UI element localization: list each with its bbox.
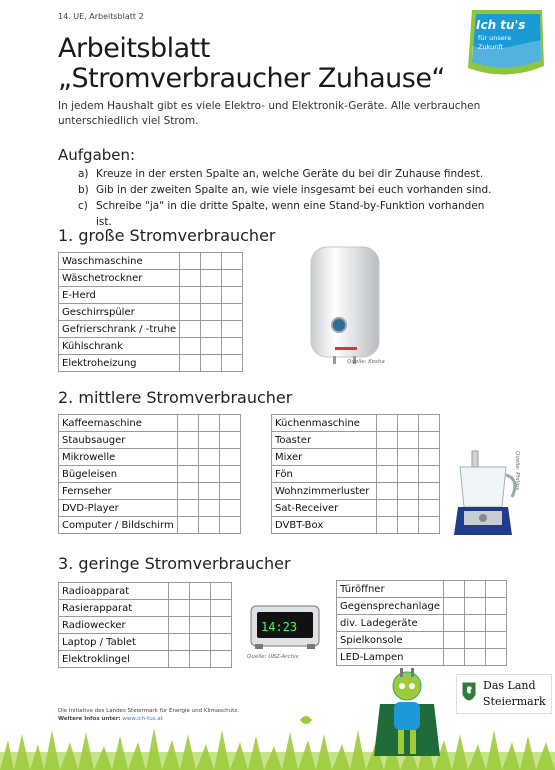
standby-cell[interactable] <box>219 517 240 534</box>
count-cell[interactable] <box>201 270 222 287</box>
task-item <box>78 166 498 182</box>
standby-cell[interactable] <box>486 615 507 632</box>
standby-cell[interactable] <box>419 466 440 483</box>
table-row <box>272 449 440 466</box>
check-cell[interactable] <box>444 649 465 666</box>
count-cell[interactable] <box>198 432 219 449</box>
footer-link[interactable]: www.ich-tus.at <box>122 716 163 722</box>
count-cell[interactable] <box>398 415 419 432</box>
check-cell[interactable] <box>377 500 398 517</box>
table-row <box>337 649 507 666</box>
check-cell[interactable] <box>180 270 201 287</box>
title-line-2: „Stromverbraucher Zuhause“ <box>58 63 445 94</box>
check-cell[interactable] <box>377 449 398 466</box>
title-line-1: Arbeitsblatt <box>58 33 210 64</box>
check-cell[interactable] <box>177 466 198 483</box>
count-cell[interactable] <box>465 581 486 598</box>
count-cell[interactable] <box>198 500 219 517</box>
check-cell[interactable] <box>177 483 198 500</box>
check-cell[interactable] <box>444 581 465 598</box>
check-cell[interactable] <box>169 600 190 617</box>
table-row <box>59 355 243 372</box>
check-cell[interactable] <box>377 517 398 534</box>
medium-consumers-table-left <box>58 414 241 534</box>
check-cell[interactable] <box>377 466 398 483</box>
steiermark-brand-1: Das Land <box>483 679 536 692</box>
appliance-name: Gefrierschrank / -truhe <box>59 321 180 338</box>
table-row <box>272 466 440 483</box>
appliance-name: DVBT-Box <box>272 517 377 534</box>
standby-cell[interactable] <box>219 500 240 517</box>
check-cell[interactable] <box>180 338 201 355</box>
standby-cell[interactable] <box>222 338 243 355</box>
check-cell[interactable] <box>180 355 201 372</box>
appliance-name: Gegensprechanlage <box>337 598 444 615</box>
appliance-name: Elektroheizung <box>59 355 180 372</box>
sheet-tag: 14. UE, Arbeitsblatt 2 <box>58 12 144 21</box>
count-cell[interactable] <box>198 517 219 534</box>
image-caption: Quelle: Kosha <box>347 359 385 365</box>
table-row <box>59 338 243 355</box>
count-cell[interactable] <box>398 483 419 500</box>
check-cell[interactable] <box>169 634 190 651</box>
appliance-name: Waschmaschine <box>59 253 180 270</box>
count-cell[interactable] <box>201 287 222 304</box>
check-cell[interactable] <box>180 287 201 304</box>
count-cell[interactable] <box>398 466 419 483</box>
count-cell[interactable] <box>190 583 211 600</box>
standby-cell[interactable] <box>211 600 232 617</box>
plug-mascot-icon <box>372 664 442 764</box>
table-row <box>59 415 241 432</box>
standby-cell[interactable] <box>219 432 240 449</box>
count-cell[interactable] <box>465 615 486 632</box>
table-row <box>59 432 241 449</box>
check-cell[interactable] <box>177 415 198 432</box>
check-cell[interactable] <box>180 304 201 321</box>
intro-text: In jedem Haushalt gibt es viele Elektro- und Elektronik-Geräte. Alle verbrauchen unterschiedlich viel Strom. <box>58 100 481 127</box>
appliance-name: Toaster <box>272 432 377 449</box>
task-marker: b) <box>78 184 89 196</box>
appliance-name: Laptop / Tablet <box>59 634 169 651</box>
check-cell[interactable] <box>377 432 398 449</box>
count-cell[interactable] <box>398 432 419 449</box>
appliance-name: Rasierapparat <box>59 600 169 617</box>
count-cell[interactable] <box>201 355 222 372</box>
coat-of-arms-icon <box>461 681 477 707</box>
section-heading-small: 3. geringe Stromverbraucher <box>58 554 291 573</box>
appliance-name: div. Ladegeräte <box>337 615 444 632</box>
logo-subtext-2: Zukunft <box>478 43 504 51</box>
standby-cell[interactable] <box>222 321 243 338</box>
standby-cell[interactable] <box>219 466 240 483</box>
check-cell[interactable] <box>177 517 198 534</box>
check-cell[interactable] <box>169 617 190 634</box>
count-cell[interactable] <box>201 321 222 338</box>
table-row <box>337 632 507 649</box>
check-cell[interactable] <box>169 651 190 668</box>
appliance-name: Geschirrspüler <box>59 304 180 321</box>
standby-cell[interactable] <box>486 632 507 649</box>
count-cell[interactable] <box>201 253 222 270</box>
appliance-name: Radioapparat <box>59 583 169 600</box>
table-row <box>59 466 241 483</box>
food-processor-icon <box>450 445 540 541</box>
appliance-name: Spielkonsole <box>337 632 444 649</box>
tasks-heading: Aufgaben: <box>58 146 136 164</box>
table-row <box>272 500 440 517</box>
water-heater-icon <box>305 243 387 369</box>
table-row <box>59 617 232 634</box>
standby-cell[interactable] <box>211 651 232 668</box>
appliance-name: Türöffner <box>337 581 444 598</box>
appliance-name: Kaffeemaschine <box>59 415 178 432</box>
table-row <box>59 517 241 534</box>
page-title <box>58 34 445 94</box>
table-row <box>59 253 243 270</box>
count-cell[interactable] <box>190 651 211 668</box>
image-caption: Quelle: Philips <box>514 451 520 490</box>
radio-clock-image <box>247 600 327 664</box>
count-cell[interactable] <box>198 466 219 483</box>
check-cell[interactable] <box>177 449 198 466</box>
image-caption: Quelle: UBZ-Archiv <box>247 654 299 660</box>
count-cell[interactable] <box>398 449 419 466</box>
standby-cell[interactable] <box>419 500 440 517</box>
count-cell[interactable] <box>465 649 486 666</box>
check-cell[interactable] <box>444 632 465 649</box>
appliance-name: Elektroklingel <box>59 651 169 668</box>
count-cell[interactable] <box>190 617 211 634</box>
count-cell[interactable] <box>398 500 419 517</box>
table-row <box>59 600 232 617</box>
appliance-name: Wohnzimmerluster <box>272 483 377 500</box>
section-heading-medium: 2. mittlere Stromverbraucher <box>58 388 293 407</box>
appliance-name: Mikrowelle <box>59 449 178 466</box>
table-row <box>272 432 440 449</box>
large-consumers-table <box>58 252 243 372</box>
table-row <box>272 415 440 432</box>
standby-cell[interactable] <box>486 598 507 615</box>
task-text: Schreibe "ja" in die dritte Spalte, wenn eine Stand-by-Funktion vorhanden ist. <box>96 200 485 228</box>
check-cell[interactable] <box>180 321 201 338</box>
count-cell[interactable] <box>190 600 211 617</box>
food-processor-image <box>450 445 540 541</box>
check-cell[interactable] <box>177 500 198 517</box>
standby-cell[interactable] <box>419 517 440 534</box>
small-consumers-table-left <box>58 582 232 668</box>
task-text: Gib in der zweiten Spalte an, wie viele insgesamt bei euch vorhanden sind. <box>96 184 492 196</box>
appliance-name: Mixer <box>272 449 377 466</box>
standby-cell[interactable] <box>222 287 243 304</box>
appliance-name: Wäschetrockner <box>59 270 180 287</box>
steiermark-brand-2: Steiermark <box>483 695 546 708</box>
table-row <box>59 651 232 668</box>
table-row <box>337 615 507 632</box>
mascot-figure <box>372 664 442 764</box>
standby-cell[interactable] <box>222 253 243 270</box>
table-row <box>59 270 243 287</box>
tasks-list <box>78 166 498 230</box>
standby-cell[interactable] <box>222 355 243 372</box>
logo-text: Ich tu's <box>476 18 526 32</box>
standby-cell[interactable] <box>419 415 440 432</box>
appliance-name: LED-Lampen <box>337 649 444 666</box>
appliance-name: Radiowecker <box>59 617 169 634</box>
appliance-name: Staubsauger <box>59 432 178 449</box>
table-row <box>272 483 440 500</box>
table-row <box>59 483 241 500</box>
standby-cell[interactable] <box>419 432 440 449</box>
standby-cell[interactable] <box>211 634 232 651</box>
table-row <box>59 634 232 651</box>
medium-consumers-table-right <box>271 414 440 534</box>
table-row <box>59 500 241 517</box>
standby-cell[interactable] <box>211 617 232 634</box>
steiermark-logo <box>456 674 552 714</box>
standby-cell[interactable] <box>419 449 440 466</box>
count-cell[interactable] <box>201 338 222 355</box>
check-cell[interactable] <box>177 432 198 449</box>
table-row <box>337 598 507 615</box>
check-cell[interactable] <box>377 415 398 432</box>
count-cell[interactable] <box>201 304 222 321</box>
appliance-name: DVD-Player <box>59 500 178 517</box>
standby-cell[interactable] <box>222 270 243 287</box>
section-heading-large: 1. große Stromverbraucher <box>58 226 276 245</box>
task-item <box>78 182 498 198</box>
check-cell[interactable] <box>444 615 465 632</box>
standby-cell[interactable] <box>219 415 240 432</box>
task-marker: a) <box>78 168 89 180</box>
check-cell[interactable] <box>180 253 201 270</box>
count-cell[interactable] <box>465 632 486 649</box>
standby-cell[interactable] <box>486 649 507 666</box>
ich-tus-logo <box>462 6 548 78</box>
appliance-name: Fön <box>272 466 377 483</box>
standby-cell[interactable] <box>486 581 507 598</box>
standby-cell[interactable] <box>222 304 243 321</box>
footer-label: Weitere Infos unter: <box>58 716 121 722</box>
ich-tus-logo-shape <box>462 6 548 78</box>
appliance-name: E-Herd <box>59 287 180 304</box>
appliance-name: Kühlschrank <box>59 338 180 355</box>
standby-cell[interactable] <box>219 483 240 500</box>
check-cell[interactable] <box>444 598 465 615</box>
footer-line: Die Initiative des Landes Steiermark für Energie und Klimaschutz. <box>58 708 239 714</box>
table-row <box>272 517 440 534</box>
table-row <box>59 583 232 600</box>
task-marker: c) <box>78 200 88 212</box>
table-row <box>337 581 507 598</box>
count-cell[interactable] <box>465 598 486 615</box>
appliance-name: Computer / Bildschirm <box>59 517 178 534</box>
appliance-name: Sat-Receiver <box>272 500 377 517</box>
boiler-image <box>305 243 387 369</box>
appliance-name: Fernseher <box>59 483 178 500</box>
standby-cell[interactable] <box>211 583 232 600</box>
logo-subtext-1: für unsere <box>478 34 512 42</box>
count-cell[interactable] <box>198 415 219 432</box>
count-cell[interactable] <box>190 634 211 651</box>
table-row <box>59 449 241 466</box>
clock-display: 14:23 <box>261 620 298 634</box>
standby-cell[interactable] <box>419 483 440 500</box>
check-cell[interactable] <box>169 583 190 600</box>
appliance-name: Küchenmaschine <box>272 415 377 432</box>
small-consumers-table-right <box>336 580 507 666</box>
task-text: Kreuze in der ersten Spalte an, welche Geräte du bei dir Zuhause findest. <box>96 168 484 180</box>
table-row <box>59 321 243 338</box>
table-row <box>59 304 243 321</box>
count-cell[interactable] <box>398 517 419 534</box>
table-row <box>59 287 243 304</box>
count-cell[interactable] <box>198 449 219 466</box>
appliance-name: Bügeleisen <box>59 466 178 483</box>
count-cell[interactable] <box>198 483 219 500</box>
check-cell[interactable] <box>377 483 398 500</box>
standby-cell[interactable] <box>219 449 240 466</box>
